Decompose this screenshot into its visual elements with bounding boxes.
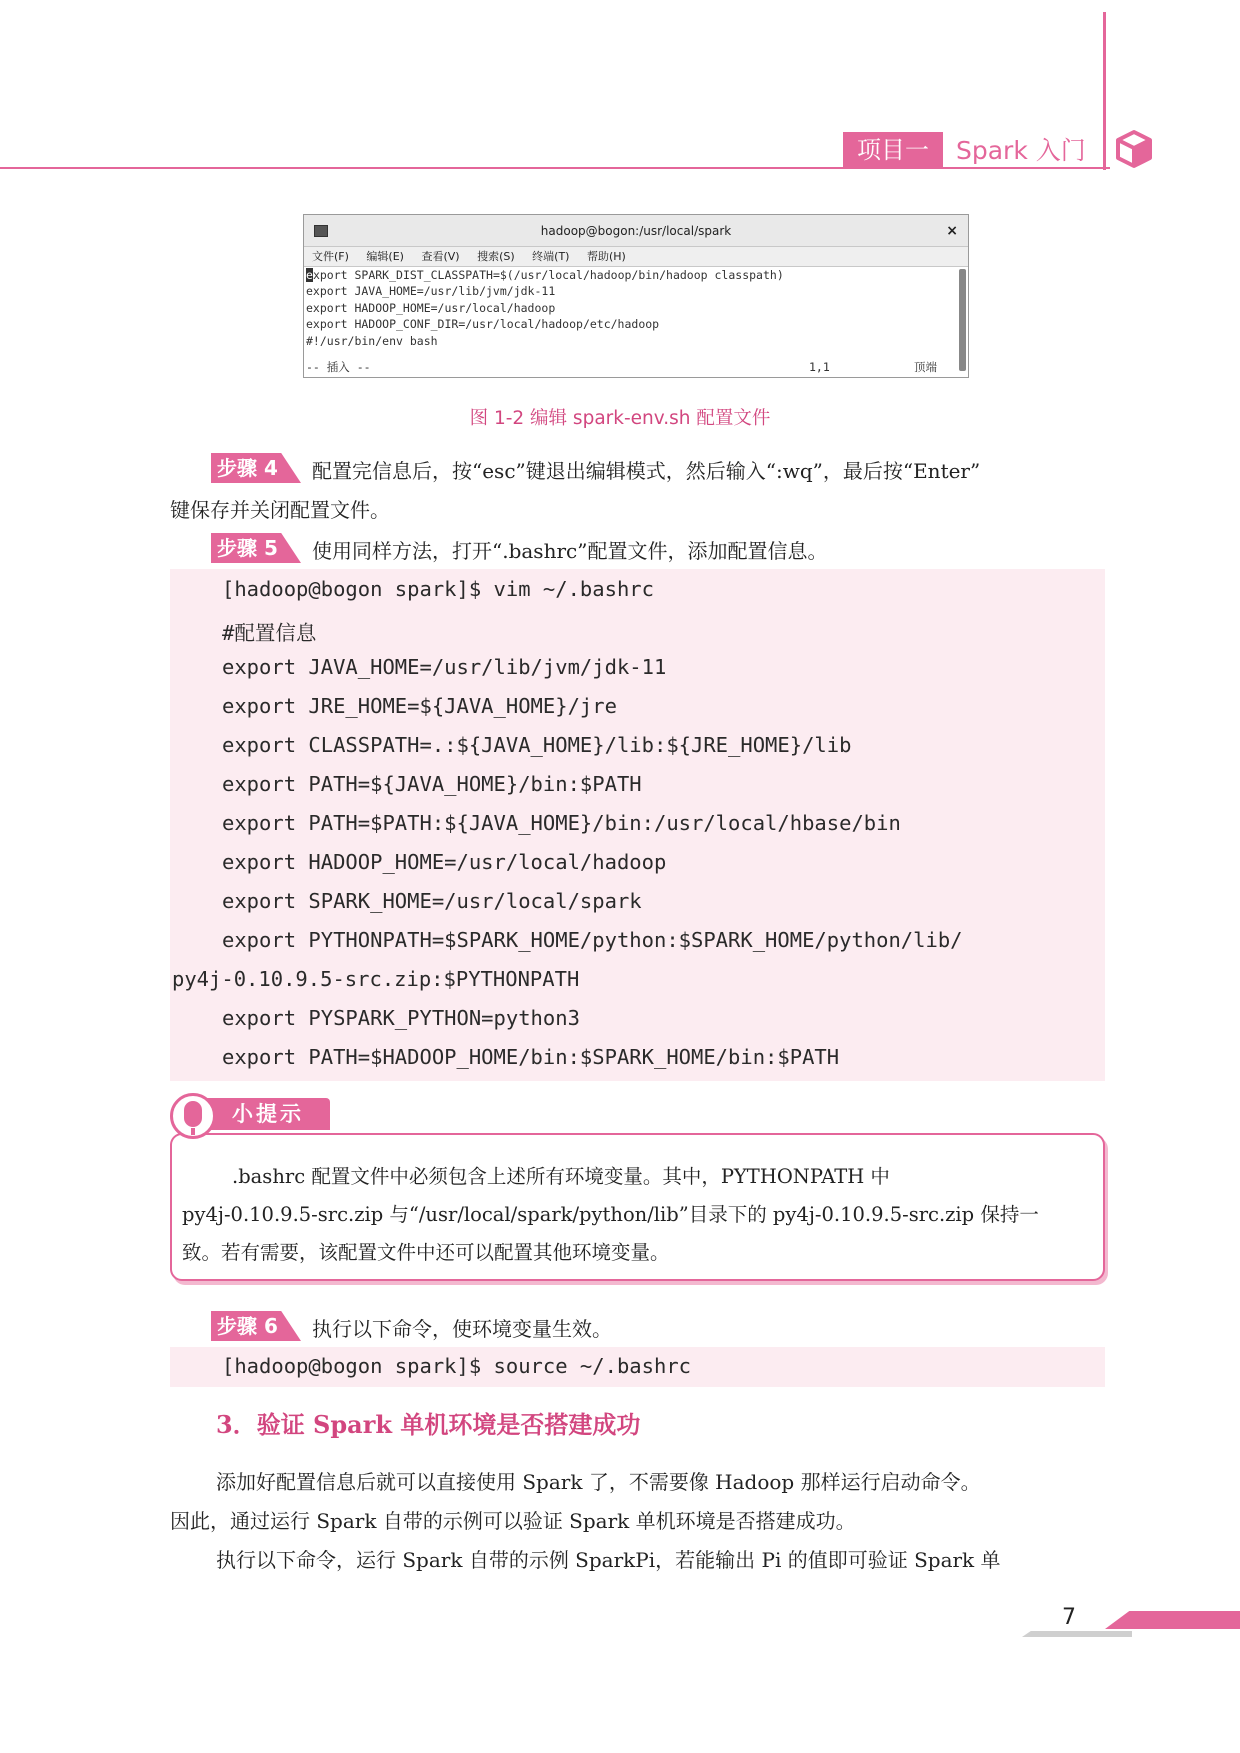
step6-text: 执行以下命令，使环境变量生效。 (312, 1317, 612, 1341)
terminal-scroll-position: 顶端 (914, 359, 937, 374)
header-vertical-rule (1103, 12, 1106, 170)
step-badge-5: 步骤 5 (211, 533, 301, 563)
terminal-cursor-position: 1,1 (809, 359, 830, 374)
paragraph-line: 因此，通过运行 Spark 自带的示例可以验证 Spark 单机环境是否搭建成功。 (170, 1509, 856, 1533)
page-number: 7 (1062, 1605, 1076, 1630)
step4-text-line2: 键保存并关闭配置文件。 (170, 498, 390, 522)
cube-icon (1114, 129, 1154, 169)
terminal-status: -- 插入 -- (306, 359, 371, 374)
code-line: [hadoop@bogon spark]$ vim ~/.bashrc (222, 577, 654, 601)
footer-gray-line (1022, 1631, 1132, 1637)
tip-text-line1: .bashrc 配置文件中必须包含上述所有环境变量。其中，PYTHONPATH 中 (232, 1165, 890, 1188)
step-badge-6: 步骤 6 (211, 1311, 301, 1341)
code-line: export PATH=${JAVA_HOME}/bin:$PATH (222, 772, 642, 796)
terminal-window (303, 214, 969, 378)
code-line: export PYTHONPATH=$SPARK_HOME/python:$SPARK_HOME/python/lib/ (222, 928, 963, 952)
close-icon[interactable]: × (946, 223, 958, 239)
code-line: #配置信息 (222, 621, 317, 645)
terminal-line: export HADOOP_CONF_DIR=/usr/local/hadoop/etc/hadoop (306, 317, 660, 332)
terminal-line: export JAVA_HOME=/usr/lib/jvm/jdk-11 (306, 284, 556, 299)
terminal-line: #!/usr/bin/env bash (306, 333, 438, 348)
menu-search[interactable]: 搜索(S) (477, 250, 515, 263)
code-line: export PATH=$HADOOP_HOME/bin:$SPARK_HOME/bin:$PATH (222, 1045, 840, 1069)
footer-accent-bar (1105, 1611, 1240, 1629)
code-line: export CLASSPATH=.:${JAVA_HOME}/lib:${JRE_HOME}/lib (222, 733, 852, 757)
menu-edit[interactable]: 编辑(E) (366, 250, 404, 263)
code-line: export SPARK_HOME=/usr/local/spark (222, 889, 642, 913)
step-badge-4: 步骤 4 (211, 453, 301, 483)
terminal-title: hadoop@bogon:/usr/local/spark (540, 224, 732, 238)
paragraph-line: 执行以下命令，运行 Spark 自带的示例 SparkPi，若能输出 Pi 的值即可验证 Spark 单 (216, 1548, 1001, 1572)
terminal-body[interactable] (304, 267, 968, 375)
section-title: 3．验证 Spark 单机环境是否搭建成功 (216, 1410, 641, 1439)
menu-file[interactable]: 文件(F) (312, 250, 349, 263)
code-line: export PYSPARK_PYTHON=python3 (222, 1006, 580, 1030)
code-line: py4j-0.10.9.5-src.zip:$PYTHONPATH (172, 967, 580, 991)
tip-header (170, 1093, 330, 1133)
code-line: export JRE_HOME=${JAVA_HOME}/jre (222, 694, 617, 718)
code-line: [hadoop@bogon spark]$ source ~/.bashrc (222, 1354, 691, 1378)
tip-text-line2: py4j-0.10.9.5-src.zip 与“/usr/local/spark/python/lib”目录下的 py4j-0.10.9.5-src.zip 保持一 (182, 1203, 1039, 1226)
tip-label: 小提示 (232, 1101, 304, 1126)
menu-help[interactable]: 帮助(H) (586, 250, 626, 263)
menu-terminal[interactable]: 终端(T) (532, 250, 570, 263)
menu-view[interactable]: 查看(V) (421, 250, 460, 263)
code-line: export PATH=$PATH:${JAVA_HOME}/bin:/usr/local/hbase/bin (222, 811, 901, 835)
terminal-line: export HADOOP_HOME=/usr/local/hadoop (306, 300, 556, 315)
code-line: export JAVA_HOME=/usr/lib/jvm/jdk-11 (222, 655, 667, 679)
header-rule (0, 167, 1110, 169)
code-line: export HADOOP_HOME=/usr/local/hadoop (222, 850, 667, 874)
figure-caption: 图 1-2 编辑 spark-env.sh 配置文件 (469, 408, 771, 429)
header-project-label: 项目一 (843, 132, 943, 169)
tip-text-line3: 致。若有需要，该配置文件中还可以配置其他环境变量。 (182, 1241, 670, 1264)
terminal-line: export SPARK_DIST_CLASSPATH=$(/usr/local/hadoop/bin/hadoop classpath) (306, 268, 784, 282)
terminal-scrollbar[interactable] (959, 269, 966, 371)
microphone-icon (170, 1093, 216, 1139)
terminal-menubar (304, 247, 968, 267)
terminal-window-icon (314, 225, 328, 237)
header-chapter-title: Spark 入门 (956, 136, 1086, 165)
tip-box (170, 1133, 1105, 1281)
step5-text: 使用同样方法，打开“.bashrc”配置文件，添加配置信息。 (312, 539, 828, 563)
paragraph-line: 添加好配置信息后就可以直接使用 Spark 了，不需要像 Hadoop 那样运行启动命令。 (216, 1470, 981, 1494)
terminal-cursor: e (306, 268, 313, 282)
terminal-titlebar (304, 215, 968, 247)
step4-text-line1: 配置完信息后，按“esc”键退出编辑模式，然后输入“:wq”，最后按“Enter” (312, 459, 981, 483)
